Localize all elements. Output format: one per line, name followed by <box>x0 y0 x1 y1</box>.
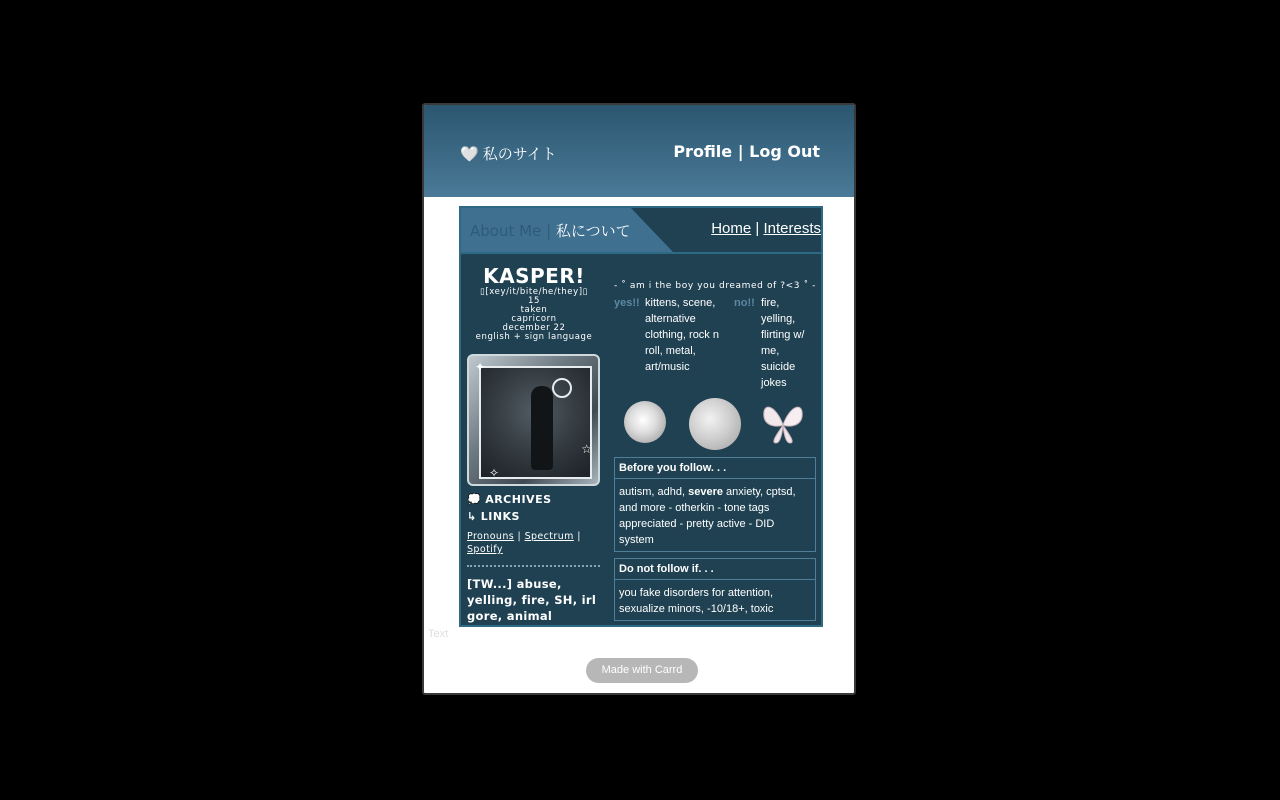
profile-column <box>467 264 601 640</box>
star-icon: ✦ <box>475 360 486 374</box>
sublink-sep: | <box>517 531 522 542</box>
details-column <box>614 281 816 621</box>
no-label: no!! <box>734 297 755 309</box>
yes-text: kittens, scene, alternative clothing, rock n roll, metal, art/music <box>645 297 719 373</box>
site-frame <box>422 103 856 695</box>
dnf-box <box>614 558 816 621</box>
links-heading <box>467 510 601 523</box>
profile-age: 15 <box>527 296 541 306</box>
before-follow-text-end: anxiety, cptsd, and more - otherkin - tone tags appreciated - pretty active - DID system <box>619 486 796 546</box>
butterfly-icon <box>760 401 806 445</box>
profile-languages: english + sign language <box>475 332 593 342</box>
profile-birthday: december 22 <box>502 323 566 333</box>
yes-label: yes!! <box>614 297 640 309</box>
site-title-text: 私のサイト <box>482 145 557 163</box>
tagline: - ˚ am i the boy you dreamed of ?<3 ˚ - <box>614 281 817 291</box>
photo-inner-frame <box>479 366 592 479</box>
profile-sign: capricorn <box>511 314 557 324</box>
spectrum-link[interactable]: Spectrum <box>524 531 574 542</box>
tab-divider <box>461 252 821 254</box>
heart-icon: 🤍 <box>460 145 479 163</box>
top-nav <box>673 142 820 161</box>
archives-label: ARCHIVES <box>485 493 552 506</box>
made-with-carrd-button[interactable]: Made with Carrd <box>586 658 698 683</box>
tw-text: abuse, yelling, fire, SH, irl gore, animal death/abuse <box>467 577 597 639</box>
nav-separator: | <box>737 142 744 161</box>
before-follow-title: Before you follow. . . <box>615 458 815 479</box>
profile-pronouns: ▯[xey/it/bite/he/they]▯ <box>480 287 588 297</box>
home-link[interactable]: Home <box>711 220 752 237</box>
profile-photo <box>467 354 600 486</box>
top-header <box>424 105 854 197</box>
logout-link[interactable]: Log Out <box>749 142 820 161</box>
links-label: LINKS <box>480 510 520 523</box>
spotify-link[interactable]: Spotify <box>467 544 503 555</box>
dnf-body: you fake disorders for attention, sexualize minors, -10/18+, toxic <box>619 587 774 615</box>
tab-about-sep: | <box>546 222 552 240</box>
interests-link[interactable]: Interests <box>763 220 821 237</box>
text-placeholder: Text <box>428 628 449 640</box>
arrow-icon: ↳ <box>467 510 477 523</box>
tw-label: [TW...] <box>467 577 513 591</box>
before-follow-bold: severe <box>688 486 723 498</box>
likes-dislikes <box>614 295 816 391</box>
no-text: fire, yelling, flirting w/ me, suicide jokes <box>761 297 805 389</box>
dotted-divider <box>467 565 600 567</box>
before-follow-body <box>615 479 815 551</box>
tab-about-label: About Me <box>470 222 542 240</box>
moon-icon <box>689 398 741 450</box>
profile-link[interactable]: Profile <box>673 142 733 161</box>
tab-bar <box>461 208 821 252</box>
star-icon: ✧ <box>489 466 500 480</box>
tab-links <box>711 220 821 237</box>
pronouns-link[interactable]: Pronouns <box>467 531 515 542</box>
profile-name: KASPER! <box>483 264 585 288</box>
site-title[interactable] <box>460 143 557 164</box>
before-follow-box <box>614 457 816 552</box>
sublinks <box>467 530 601 556</box>
decor-icons <box>614 395 816 451</box>
profile-status: taken <box>520 305 548 315</box>
tab-links-sep: | <box>755 220 760 237</box>
dnf-title: Do not follow if. . . <box>615 559 815 580</box>
tab-about-jp: 私について <box>555 222 631 240</box>
before-follow-text-start: autism, adhd, <box>619 486 689 498</box>
about-panel <box>459 206 823 639</box>
photo-figure <box>531 386 553 470</box>
tab-about[interactable] <box>470 220 631 241</box>
thought-bubble-icon: 💭 <box>467 493 482 506</box>
archives-link[interactable] <box>467 493 601 506</box>
trigger-warnings <box>467 576 601 640</box>
planet-icon <box>552 378 572 398</box>
rose-icon <box>624 401 666 443</box>
star-icon: ☆ <box>581 442 592 456</box>
sublink-sep: | <box>577 531 581 542</box>
